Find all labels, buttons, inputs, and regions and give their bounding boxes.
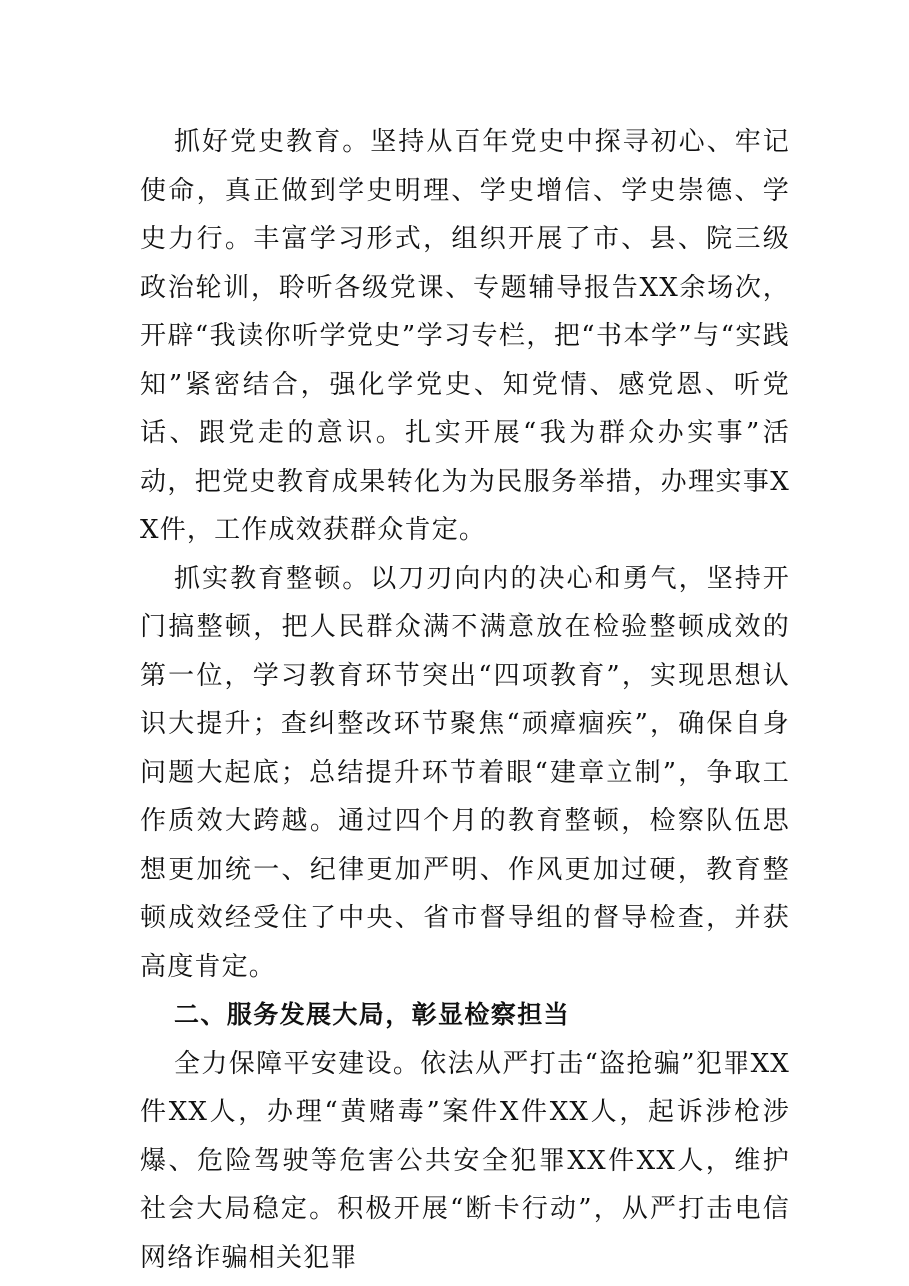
document-page	[140, 118, 790, 1282]
section-heading: 二、服务发展大局，彰显检察担当	[174, 1000, 571, 1029]
paragraph-safety-construction: 全力保障平安建设。依法从严打击“盗抢骗”犯罪XX件XX人，办理“黄赌毒”案件X件XX人，起诉涉枪涉爆、危险驾驶等危害公共安全犯罪XX件XX人，维护社会大局稳定。积极开展“断卡行动”，从严打击电信网络诈骗相关犯罪	[140, 1048, 790, 1273]
paragraph-party-history: 抓好党史教育。坚持从百年党史中探寻初心、牢记使命，真正做到学史明理、学史增信、学史崇德、学史力行。丰富学习形式，组织开展了市、县、院三级政治轮训，聆听各级党课、专题辅导报告XX余场次，开辟“我读你听学党史”学习专栏，把“书本学”与“实践知”紧密结合，强化学党史、知党情、感党恩、听党话、跟党走的意识。扎实开展“我为群众办实事”活动，把党史教育成果转化为为民服务举措，办理实事XX件，工作成效获群众肯定。	[140, 127, 790, 545]
paragraph-education-rectification: 抓实教育整顿。以刀刃向内的决心和勇气，坚持开门搞整顿，把人民群众满不满意放在检验整顿成效的第一位，学习教育环节突出“四项教育”，实现思想认识大提升；查纠整改环节聚焦“顽瘴痼疾”，确保自身问题大起底；总结提升环节着眼“建章立制”，争取工作质效大跨越。通过四个月的教育整顿，检察队伍思想更加统一、纪律更加严明、作风更加过硬，教育整顿成效经受住了中央、省市督导组的督导检查，并获高度肯定。	[140, 563, 790, 982]
